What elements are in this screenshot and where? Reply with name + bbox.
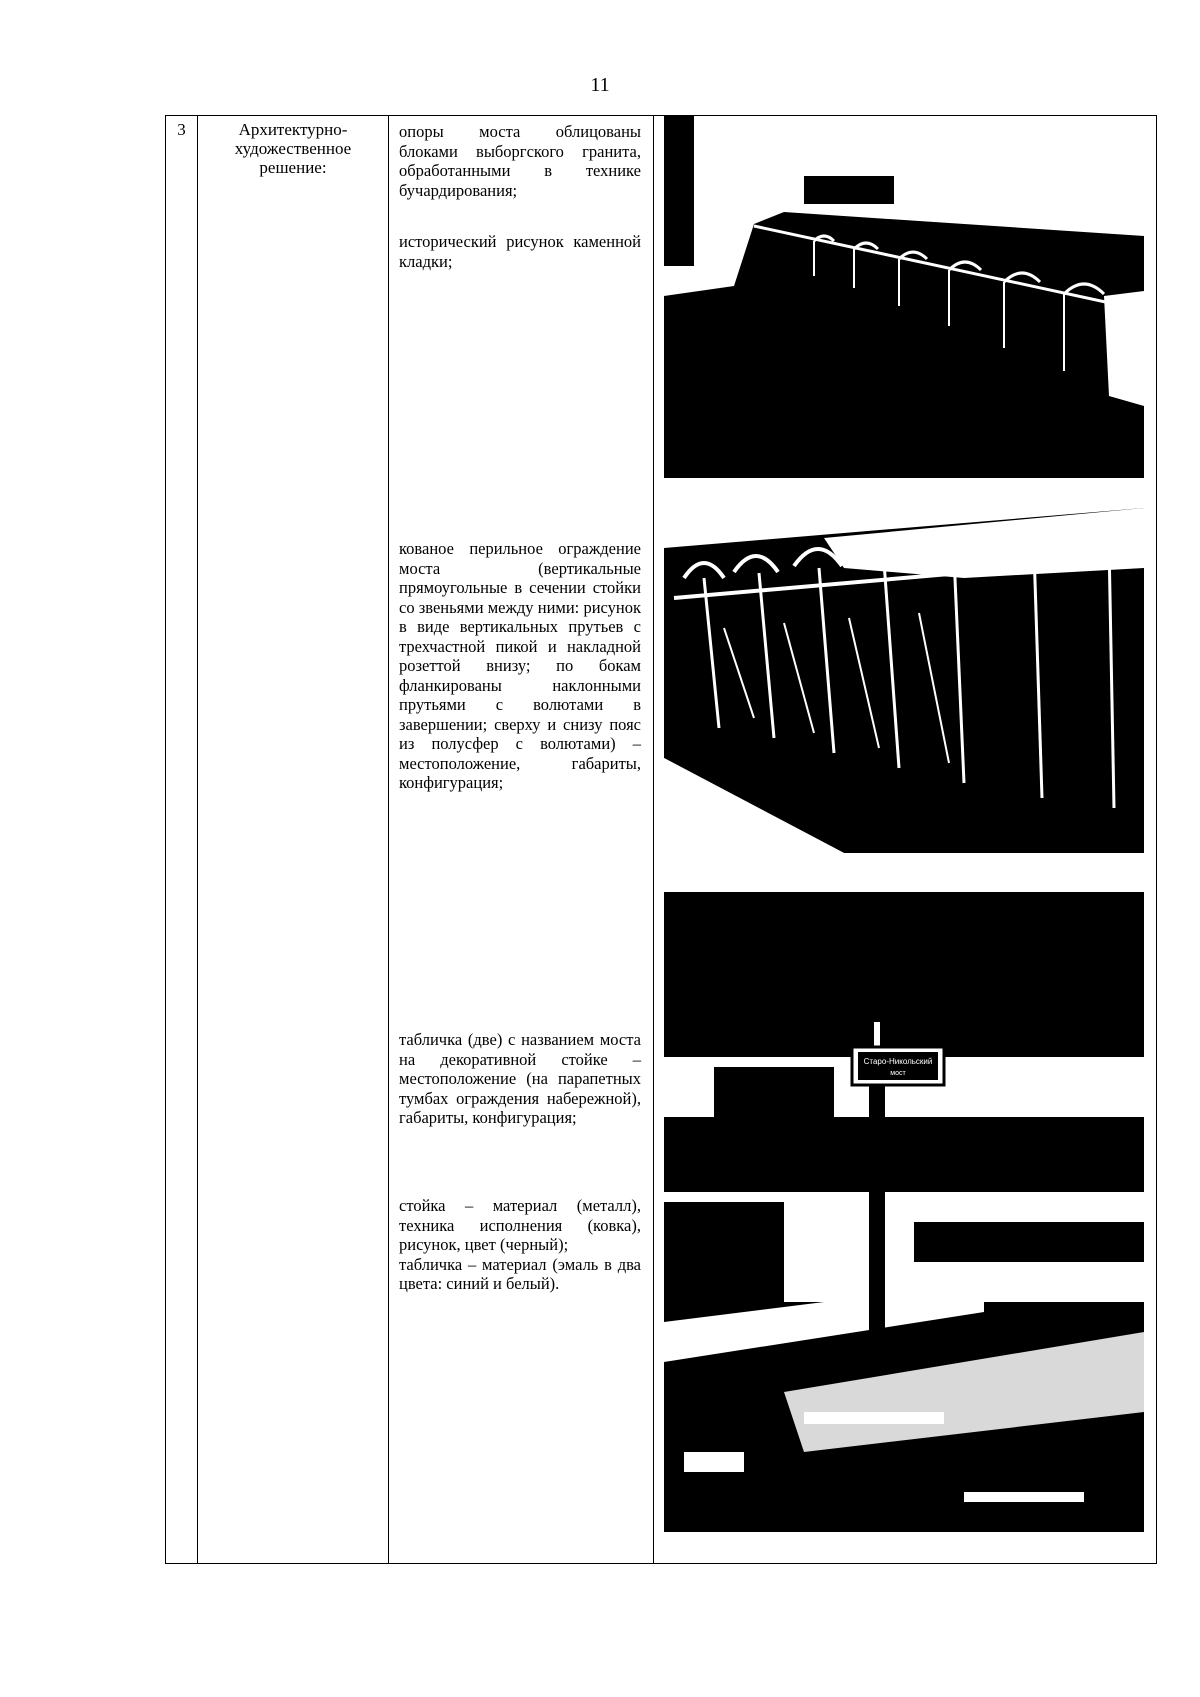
plate-line-1: Старо-Никольский <box>863 1057 933 1066</box>
table-row <box>166 116 1157 1564</box>
name-plate <box>852 1047 944 1085</box>
photo-bridge-railing <box>664 116 1144 478</box>
row-number: 3 <box>166 116 198 1564</box>
page-number: 11 <box>590 74 610 96</box>
item-forged-railing: кованое перильное ограждение моста (вертикальные прямоугольные в сечении стойки со звеньями между ними: рисунок в виде вертикальных прутьев с трехчастной пикой и накладной розеттой внизу; по бокам фланкированы наклонными прутьями с волютами в завершении; сверху и снизу пояс из полусфер с волютами) – местоположение, габариты, конфигурация; <box>399 539 641 792</box>
photo-name-plate <box>664 892 1144 1532</box>
section-title: Архитектурно-художественное решение: <box>198 116 389 1564</box>
photo-cell <box>654 116 1157 1564</box>
item-post-and-plate-materials: стойка – материал (металл), техника исполнения (ковка), рисунок, цвет (черный); табличка – материал (эмаль в два цвета: синий и белый). <box>399 1196 641 1293</box>
item-name-plates: табличка (две) с названием моста на декоративной стойке – местоположение (на парапетных тумбах ограждения набережной), габариты, конфигурация; <box>399 1030 641 1127</box>
description-cell <box>389 116 654 1564</box>
document-table <box>165 115 1157 1564</box>
photo-railing-closeup <box>664 508 1144 853</box>
plate-line-2: мост <box>890 1070 906 1077</box>
item-granite-blocks: опоры моста облицованы блоками выборгского гранита, обработанными в технике бучардирования; <box>399 122 641 200</box>
item-masonry-pattern: исторический рисунок каменной кладки; <box>399 232 641 271</box>
